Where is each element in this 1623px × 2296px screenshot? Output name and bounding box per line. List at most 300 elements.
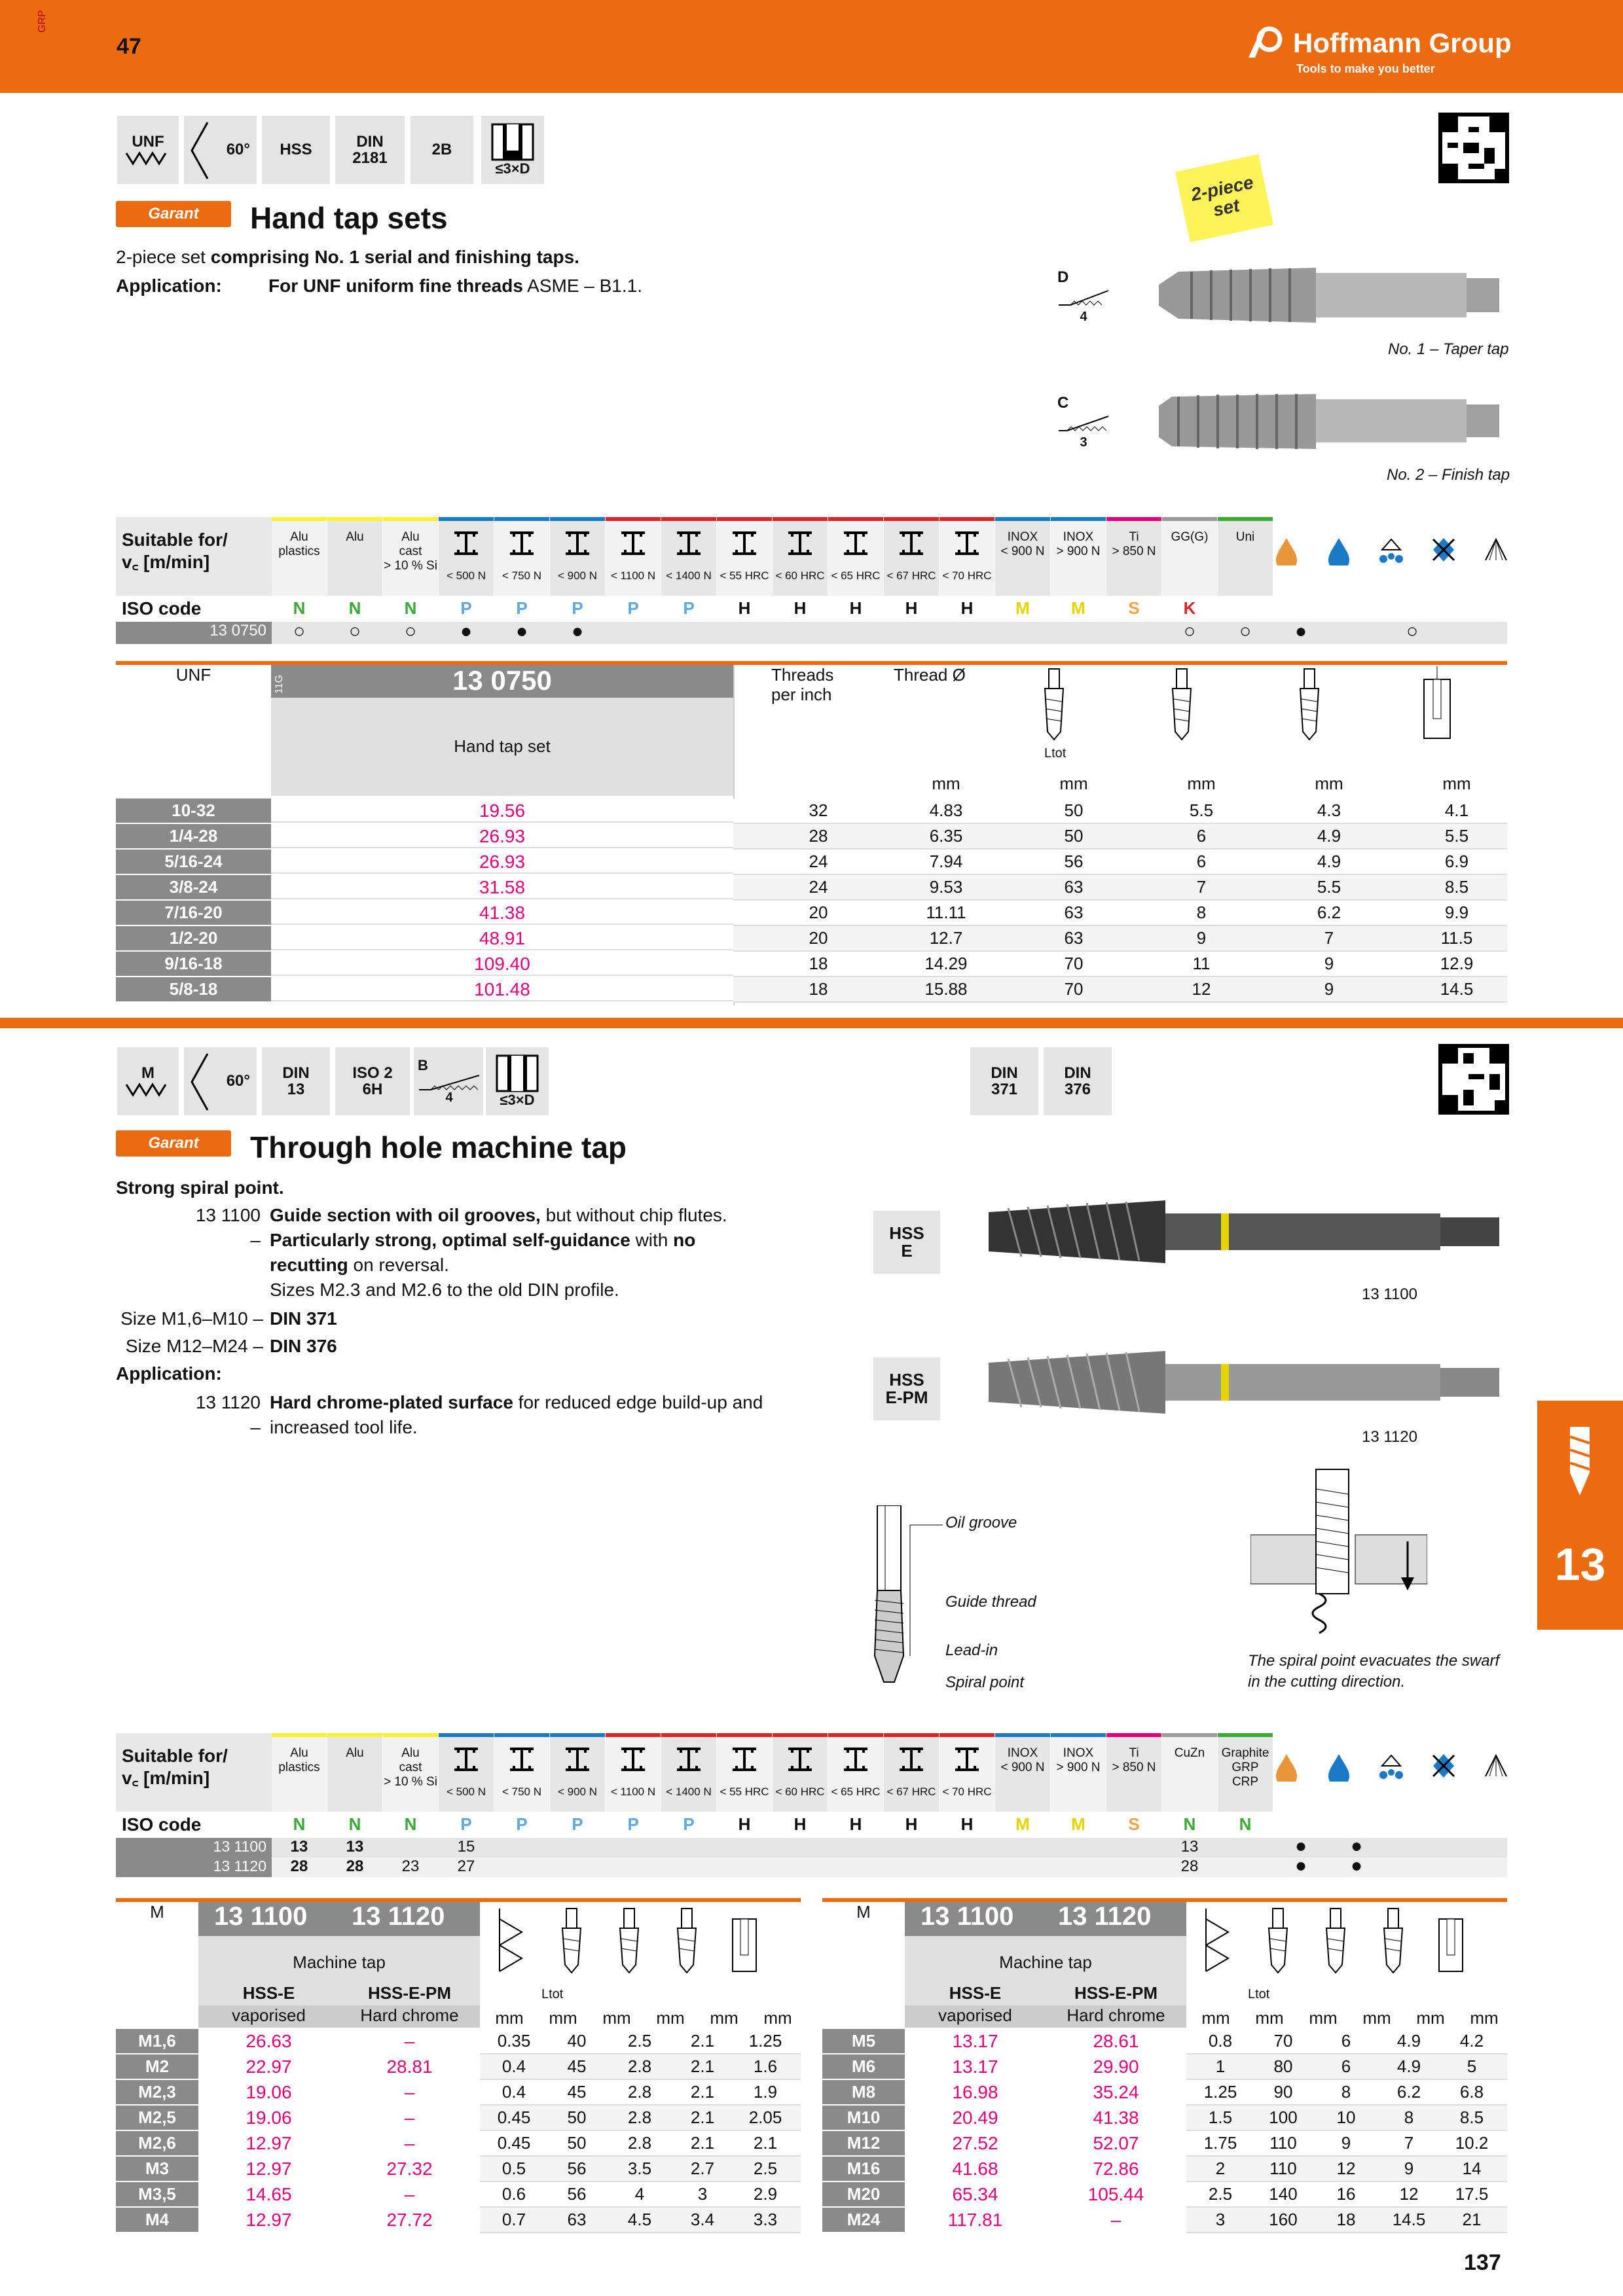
row-value: 2.9: [753, 2184, 778, 2204]
suit-mark: ●: [571, 620, 584, 642]
attribute-box: 2B: [409, 115, 475, 185]
row-value: 24: [809, 877, 828, 897]
dimension-icon: [553, 1906, 590, 1978]
unit-label: mm: [1362, 2008, 1391, 2028]
chapter-number: 13: [1554, 1539, 1606, 1590]
row-size: M8: [822, 2080, 905, 2104]
row-value: 50: [1064, 826, 1084, 846]
row-value: 4.9: [1317, 826, 1341, 846]
row-value: 0.4: [501, 2082, 526, 2102]
unit-label: mm: [710, 2008, 739, 2028]
desc-2-no: no: [673, 1230, 696, 1250]
iso-code: P: [683, 598, 695, 618]
material-label: Ti > 850 N: [1112, 1746, 1156, 1774]
material-label: Alu cast > 10 % Si: [384, 530, 437, 573]
suit-mark: ○: [404, 620, 417, 642]
row-price-1: 65.34: [952, 2184, 998, 2204]
iso-code: P: [683, 1814, 695, 1834]
depth-box: [484, 1046, 550, 1117]
iso-code: P: [516, 1814, 528, 1834]
suit-value: 13: [346, 1838, 364, 1856]
finish-tap-image: [1152, 386, 1506, 457]
mql-icon: [1378, 537, 1407, 565]
finish-label: Hard chrome: [339, 2005, 480, 2028]
dimension-icon: [1417, 666, 1457, 745]
qr-code-icon[interactable]: [1438, 1044, 1509, 1115]
row-value: 6: [1196, 852, 1207, 871]
attribute-box: ISO 2 6H: [334, 1046, 411, 1117]
row-value: 1.75: [1203, 2133, 1237, 2153]
row-value: 63: [1064, 877, 1084, 897]
iso-code: P: [572, 598, 583, 618]
row-size: M4: [116, 2208, 198, 2232]
iso-code: P: [460, 1814, 472, 1834]
label-spiral-point: Spiral point: [945, 1674, 1025, 1691]
row-value: 9: [1404, 2159, 1414, 2178]
hoffmann-logo-icon: [1247, 25, 1288, 59]
row-value: 0.5: [501, 2159, 526, 2178]
depth-label: ≤3×D: [495, 160, 530, 177]
row-price-1: 22.97: [246, 2056, 292, 2077]
code-head-2: 13 1120: [1058, 1902, 1152, 1931]
row-price-1: 12.97: [246, 2159, 292, 2179]
material-label: INOX > 900 N: [1056, 530, 1101, 558]
tag-label: 11G: [274, 674, 285, 694]
attribute-box: DIN 2181: [334, 115, 406, 185]
attribute-box: HSS: [261, 115, 331, 185]
label-lead-in: Lead-in: [945, 1641, 998, 1659]
row-value: 70: [1273, 2031, 1293, 2051]
row-value: 7: [1404, 2133, 1414, 2153]
code-13-1120: 13 1120 –: [195, 1392, 261, 1437]
row-value: 21: [1462, 2210, 1482, 2229]
iso-code: H: [849, 598, 862, 618]
mat-label: HSS-E-PM: [367, 1983, 452, 2003]
size-label-1: Size M1,6–M10 –: [120, 1308, 263, 1329]
dimension-icon: [1034, 666, 1074, 745]
suit-mark: ●: [1350, 1855, 1363, 1876]
row-size: 9/16-18: [116, 952, 271, 976]
steel-beam-icon: [453, 1746, 479, 1772]
iso-code: H: [960, 1814, 974, 1834]
emulsion-icon: [1273, 1753, 1302, 1782]
steel-beam-icon: [731, 530, 757, 556]
row-price-1: 27.52: [952, 2133, 998, 2153]
steel-beam-icon: [453, 530, 479, 556]
attribute-box: 60°: [183, 115, 258, 185]
material-label: CuZn: [1174, 1746, 1205, 1760]
dimension-icon: [726, 1906, 763, 1978]
material-label: < 1400 N: [666, 1785, 712, 1798]
mql-icon: [1378, 1753, 1407, 1782]
brand-name: Hoffmann Group: [1293, 27, 1512, 58]
desc-4: Sizes M2.3 and M2.6 to the old DIN profile.: [270, 1280, 619, 1300]
row-value: 4.2: [1459, 2031, 1484, 2051]
row-value: 14.5: [1440, 979, 1474, 999]
row-value: 56: [567, 2159, 587, 2178]
suit-row-code: 13 1120: [116, 1857, 272, 1877]
unit-label: mm: [1315, 774, 1343, 793]
row-size: 3/8-24: [116, 875, 271, 899]
desc-label: Machine tap: [999, 1952, 1092, 1972]
finish-label: vaporised: [198, 2005, 339, 2028]
row-value: 10.2: [1455, 2133, 1489, 2153]
taper-tap-caption: No. 1 – Taper tap: [1388, 340, 1509, 358]
row-price-2: –: [404, 2031, 415, 2051]
sticky-note: 2-piece set: [1175, 154, 1273, 243]
chapter-tab: [1537, 1401, 1623, 1630]
emulsion-icon: [1273, 537, 1302, 565]
row-value: 1.5: [1208, 2108, 1233, 2127]
row-price-1: 13.17: [952, 2031, 998, 2051]
row-value: 56: [567, 2184, 587, 2204]
unit-label: mm: [495, 2008, 524, 2028]
row-value: 15.88: [924, 979, 968, 999]
row-value: 1.9: [753, 2082, 778, 2102]
garant-logo-2: Garant: [116, 1130, 231, 1157]
material-label: < 70 HRC: [942, 569, 992, 582]
material-label: < 67 HRC: [886, 1785, 936, 1798]
row-value: 8: [1196, 903, 1207, 922]
row-value: 6.9: [1444, 852, 1469, 871]
suit-row-code: 13 1100: [116, 1838, 272, 1857]
suit-row-code: 13 0750: [116, 622, 272, 644]
iso-code-label: ISO code: [122, 1814, 202, 1835]
row-size: M3,5: [116, 2182, 198, 2206]
row-value: 18: [809, 954, 828, 973]
finish-tap-caption: No. 2 – Finish tap: [1387, 466, 1510, 484]
row-size: M24: [822, 2208, 905, 2232]
iso-code: N: [404, 1814, 417, 1834]
section-title: Hand tap sets: [250, 201, 448, 235]
row-value: 100: [1269, 2108, 1298, 2127]
material-label: < 1100 N: [610, 1785, 656, 1798]
application-bold: For UNF uniform fine threads: [268, 276, 523, 296]
row-price-2: 105.44: [1087, 2184, 1144, 2204]
row-value: 4.9: [1396, 2031, 1421, 2051]
code-head: 13 0750: [452, 665, 552, 696]
dimension-icon: [1260, 1906, 1296, 1978]
steel-beam-icon: [898, 530, 924, 556]
row-value: 9: [1196, 928, 1207, 948]
row-value: 2.5: [627, 2031, 652, 2051]
suit-value: 27: [457, 1857, 475, 1875]
row-size: M12: [822, 2131, 905, 2155]
row-value: 6.2: [1317, 903, 1341, 922]
lead-count: 4: [445, 1090, 453, 1105]
row-value: 12.9: [1440, 954, 1474, 973]
row-price-2: –: [404, 2184, 415, 2204]
row-value: 6: [1341, 2056, 1351, 2076]
code-13-1100: 13 1100 –: [195, 1205, 261, 1250]
intro-text: 2-piece set: [116, 247, 211, 267]
dimension-icon: [1432, 1906, 1469, 1978]
row-price-1: 14.65: [246, 2184, 292, 2204]
row-value: 4.83: [929, 800, 963, 820]
row-value: 4.1: [1444, 800, 1469, 820]
din-box: DIN 376: [1042, 1046, 1113, 1117]
row-value: 17.5: [1455, 2184, 1489, 2204]
row-value: 2.8: [627, 2133, 652, 2153]
row-value: 140: [1269, 2184, 1298, 2204]
row-value: 1: [1215, 2056, 1226, 2076]
desc-3-bold: recutting: [270, 1255, 348, 1275]
material-label: Uni: [1235, 530, 1255, 544]
material-label: Alu: [346, 530, 364, 544]
page-footer-number: 137: [1464, 2250, 1501, 2275]
iso-code: H: [738, 598, 751, 618]
row-value: 80: [1273, 2056, 1293, 2076]
material-label: Alu: [346, 1746, 364, 1760]
row-value: 0.45: [497, 2133, 531, 2153]
row-value: 4.9: [1396, 2056, 1421, 2076]
depth-label: ≤3×D: [500, 1092, 535, 1109]
tap-anatomy-diagram: [851, 1505, 949, 1689]
row-price-1: 13.17: [952, 2056, 998, 2077]
machine-tap-1100-image: [969, 1186, 1506, 1278]
material-label: Ti > 850 N: [1112, 530, 1156, 558]
machine-tap-1120-image: [969, 1336, 1506, 1428]
row-value: 18: [809, 979, 828, 999]
iso-code: N: [1239, 1814, 1252, 1834]
row-value: 7: [1196, 877, 1207, 897]
row-value: 0.45: [497, 2108, 531, 2127]
row-value: 50: [567, 2133, 587, 2153]
desc-2: with: [630, 1230, 674, 1250]
angle-box: 60°: [183, 1046, 258, 1117]
row-value: 5: [1467, 2056, 1477, 2076]
row-price-2: 27.32: [386, 2159, 433, 2179]
lead-box: [412, 1046, 484, 1117]
suit-mark: ●: [1294, 1855, 1307, 1876]
row-value: 10: [1336, 2108, 1356, 2127]
drill-icon: [1560, 1427, 1599, 1499]
material-label: < 60 HRC: [775, 569, 825, 582]
code-head-1: 13 1100: [921, 1902, 1014, 1931]
row-value: 6: [1341, 2031, 1351, 2051]
material-label: < 65 HRC: [831, 1785, 881, 1798]
dry-icon: [1431, 1753, 1459, 1782]
iso-code: S: [1128, 598, 1140, 618]
row-price-1: 117.81: [947, 2210, 1003, 2230]
row-value: 12: [1399, 2184, 1419, 2204]
material-label: < 55 HRC: [720, 569, 769, 582]
unit-label: mm: [1059, 774, 1088, 793]
row-price-1: 19.06: [246, 2082, 292, 2102]
row-price-2: 72.86: [1093, 2159, 1139, 2179]
row-value: 14.5: [1392, 2210, 1426, 2229]
row-value: 70: [1064, 954, 1084, 973]
finish-label: Hard chrome: [1046, 2005, 1186, 2028]
iso-code: P: [627, 598, 639, 618]
iso-code: P: [627, 1814, 639, 1834]
row-value: 12.7: [929, 928, 963, 948]
row-value: 9.9: [1444, 903, 1469, 922]
row-value: 8.5: [1444, 877, 1469, 897]
row-size: M2,6: [116, 2131, 198, 2155]
material-label: Graphite GRP CRP: [1221, 1746, 1269, 1789]
row-price: 19.56: [271, 798, 733, 823]
row-size: M10: [822, 2106, 905, 2130]
row-value: 5.5: [1189, 800, 1214, 820]
row-value: 1.6: [753, 2056, 778, 2076]
row-value: 2.1: [753, 2133, 778, 2153]
lead-label: B: [418, 1056, 428, 1073]
row-value: 8: [1404, 2108, 1414, 2127]
suit-value: 13: [1180, 1838, 1199, 1856]
iso-code: P: [572, 1814, 583, 1834]
steel-beam-icon: [787, 1746, 813, 1772]
material-label: GG(G): [1171, 530, 1209, 544]
row-value: 0.8: [1208, 2031, 1233, 2051]
iso-code: H: [905, 598, 918, 618]
suit-mark: ○: [1183, 620, 1196, 642]
row-value: 32: [809, 800, 828, 820]
iso-code: H: [849, 1814, 862, 1834]
label-oil-groove: Oil groove: [945, 1514, 1017, 1532]
row-value: 110: [1269, 2133, 1297, 2153]
suit-mark: ●: [1294, 620, 1307, 642]
attribute-label: M: [141, 1064, 155, 1083]
suit-value: 15: [457, 1838, 475, 1856]
row-value: 8.5: [1459, 2108, 1484, 2127]
desc-1: but without chip flutes.: [540, 1205, 727, 1225]
row-size: M6: [822, 2054, 905, 2079]
std-label: UNF: [175, 665, 211, 685]
row-value: 50: [1064, 800, 1084, 820]
row-value: 50: [567, 2108, 587, 2127]
row-value: 1.25: [748, 2031, 782, 2051]
row-size: 5/16-24: [116, 850, 271, 874]
iso-code: S: [1128, 1814, 1140, 1834]
row-value: 2.7: [690, 2159, 715, 2178]
app-desc-2: increased tool life.: [270, 1417, 418, 1437]
steel-beam-icon: [676, 1746, 702, 1772]
row-value: 24: [809, 852, 828, 871]
row-price-2: 52.07: [1093, 2133, 1139, 2153]
attribute-label: UNF: [132, 133, 164, 151]
row-value: 20: [809, 928, 828, 948]
row-value: 2.1: [690, 2056, 715, 2076]
code-head-1: 13 1100: [214, 1902, 308, 1931]
row-size: 7/16-20: [116, 901, 271, 925]
iso-code: H: [960, 598, 974, 618]
dimension-icon: [1202, 1906, 1239, 1978]
size-val-2: DIN 376: [270, 1336, 337, 1356]
application-label: Application:: [116, 276, 222, 296]
material-label: < 55 HRC: [720, 1785, 769, 1798]
row-value: 28: [809, 826, 828, 846]
material-label: INOX < 900 N: [1000, 1746, 1045, 1774]
steel-beam-icon: [620, 530, 646, 556]
row-size: M1,6: [116, 2029, 198, 2053]
row-price-1: 16.98: [952, 2082, 998, 2102]
row-value: 2.1: [690, 2133, 715, 2153]
row-value: 12: [1192, 979, 1211, 999]
taper-profile-icon: D 4: [1057, 268, 1110, 327]
brand-tagline: Tools to make you better: [1296, 62, 1435, 75]
finish-profile-icon: C 3: [1057, 394, 1110, 453]
application-text: ASME – B1.1.: [522, 276, 643, 296]
page-number: 47: [117, 34, 141, 59]
suit-value: 28: [290, 1857, 308, 1875]
dry-icon: [1431, 537, 1459, 565]
suit-mark: ●: [460, 620, 473, 642]
row-price-1: 41.68: [952, 2159, 998, 2179]
row-value: 4.9: [1317, 852, 1341, 871]
unit-label: mm: [1470, 2008, 1499, 2028]
row-price-2: 35.24: [1093, 2082, 1139, 2102]
row-value: 0.35: [497, 2031, 531, 2051]
iso-code: H: [905, 1814, 918, 1834]
row-price-2: –: [1110, 2210, 1122, 2230]
row-price-1: 12.97: [246, 2210, 292, 2230]
desc-2-bold: Particularly strong, optimal self-guidance: [270, 1230, 630, 1250]
iso-code-label: ISO code: [122, 598, 202, 619]
row-value: 18: [1336, 2210, 1356, 2229]
unit-label: mm: [932, 774, 960, 793]
row-value: 9: [1324, 954, 1334, 973]
qr-code-icon[interactable]: [1438, 113, 1509, 183]
material-label: < 900 N: [557, 1785, 597, 1798]
row-value: 2.1: [690, 2082, 715, 2102]
steel-beam-icon: [843, 1746, 869, 1772]
row-value: 2.05: [748, 2108, 782, 2127]
suit-mark: ○: [348, 620, 361, 642]
attribute-box: DIN 13: [261, 1046, 331, 1117]
row-price: 48.91: [271, 926, 733, 950]
attribute-box: [116, 115, 180, 185]
row-value: 7.94: [929, 852, 963, 871]
application-label-2: Application:: [116, 1363, 222, 1384]
row-value: 2.5: [1208, 2184, 1233, 2204]
dimension-icon: [1290, 666, 1329, 745]
row-value: 14.29: [924, 954, 968, 973]
swarf-diagram: [1250, 1463, 1427, 1643]
row-value: 16: [1336, 2184, 1356, 2204]
size-label-2: Size M12–M24 –: [125, 1336, 263, 1356]
steel-beam-icon: [620, 1746, 646, 1772]
row-value: 6: [1196, 826, 1207, 846]
row-value: 14: [1462, 2159, 1482, 2178]
attribute-box: [116, 1046, 180, 1117]
row-value: 12: [1336, 2159, 1356, 2178]
iso-code: N: [1183, 1814, 1196, 1834]
row-size: M2,3: [116, 2080, 198, 2104]
steel-beam-icon: [676, 530, 702, 556]
row-value: 3.5: [627, 2159, 652, 2178]
unit-label: mm: [1255, 2008, 1284, 2028]
material-label: INOX < 900 N: [1000, 530, 1045, 558]
mat-label: HSS-E-PM: [1074, 1983, 1158, 2003]
row-price: 26.93: [271, 850, 733, 874]
row-value: 40: [567, 2031, 587, 2051]
std-label: M: [150, 1902, 164, 1922]
row-value: 5.5: [1317, 877, 1341, 897]
row-value: 110: [1269, 2159, 1297, 2178]
label-guide-thread: Guide thread: [945, 1593, 1036, 1611]
unit-label: mm: [763, 2008, 792, 2028]
row-size: M2: [116, 2054, 198, 2079]
material-label: < 750 N: [501, 1785, 541, 1798]
unit-label: mm: [1187, 774, 1216, 793]
row-value: 2.8: [627, 2082, 652, 2102]
row-price-2: 28.61: [1093, 2031, 1139, 2051]
row-value: 20: [809, 903, 828, 922]
row-price: 31.58: [271, 875, 733, 899]
steel-beam-icon: [787, 530, 813, 556]
size-val-1: DIN 371: [270, 1308, 337, 1329]
